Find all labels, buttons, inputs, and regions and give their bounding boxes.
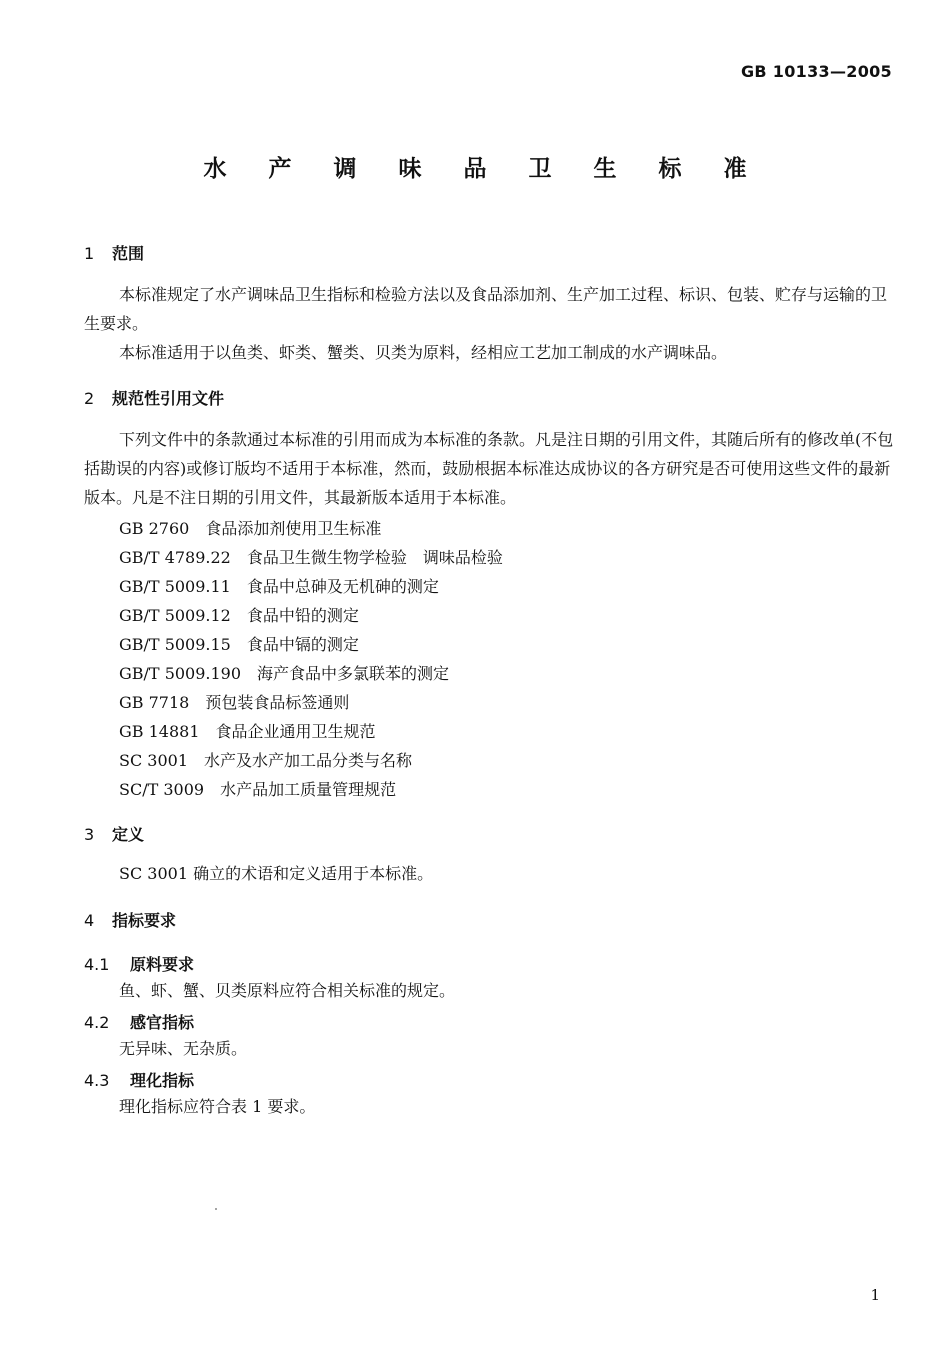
reference-title: 水产及水产加工品分类与名称 bbox=[204, 751, 413, 770]
reference-code: GB 7718 bbox=[119, 693, 190, 712]
subsection-4-3-text: 理化指标应符合表 1 要求。 bbox=[119, 1097, 316, 1116]
section-3-heading bbox=[84, 822, 144, 845]
section-1-paragraph-1: 本标准规定了水产调味品卫生指标和检验方法以及食品添加剂、生产加工过程、标识、包装、贮存与运输的卫生要求。 bbox=[84, 285, 888, 333]
subsection-number: 4.1 bbox=[84, 955, 110, 974]
section-title: 指标要求 bbox=[112, 911, 177, 930]
reference-code: SC/T 3009 bbox=[119, 780, 205, 799]
subsection-4-3-heading bbox=[84, 1068, 194, 1091]
document-title: 水 产 调 味 品 卫 生 标 准 bbox=[203, 156, 764, 182]
scan-speck bbox=[215, 1208, 217, 1210]
reference-code: GB 2760 bbox=[119, 519, 190, 538]
reference-title: 海产食品中多氯联苯的测定 bbox=[257, 664, 450, 683]
reference-item bbox=[119, 545, 503, 568]
reference-title: 预包装食品标签通则 bbox=[205, 693, 350, 712]
reference-item bbox=[119, 516, 381, 539]
subsection-title: 原料要求 bbox=[130, 955, 195, 974]
section-4-heading bbox=[84, 908, 176, 931]
reference-code: GB/T 5009.15 bbox=[119, 635, 231, 654]
section-title: 定义 bbox=[112, 825, 145, 844]
section-title: 范围 bbox=[112, 244, 145, 263]
section-title: 规范性引用文件 bbox=[112, 389, 225, 408]
reference-code: SC 3001 bbox=[119, 751, 189, 770]
section-number: 3 bbox=[84, 825, 95, 844]
section-number: 2 bbox=[84, 389, 95, 408]
section-number: 4 bbox=[84, 911, 95, 930]
reference-code: GB/T 5009.11 bbox=[119, 577, 231, 596]
section-2-intro: 下列文件中的条款通过本标准的引用而成为本标准的条款。凡是注日期的引用文件，其随后所有的修改单(不包括勘误的内容)或修订版均不适用于本标准，然而，鼓励根据本标准达成协议的各方研究是否可使用这些文件的最新版本。凡是不注日期的引用文件，其最新版本适用于本标准。 bbox=[84, 430, 894, 507]
reference-item bbox=[119, 690, 349, 713]
subsection-4-2-text: 无异味、无杂质。 bbox=[119, 1039, 248, 1058]
reference-item bbox=[119, 719, 376, 742]
reference-code: GB/T 5009.12 bbox=[119, 606, 231, 625]
subsection-number: 4.2 bbox=[84, 1013, 110, 1032]
section-3-paragraph: SC 3001 确立的术语和定义适用于本标准。 bbox=[119, 864, 434, 883]
reference-item bbox=[119, 748, 412, 771]
reference-title: 食品企业通用卫生规范 bbox=[215, 722, 376, 741]
reference-code: GB/T 4789.22 bbox=[119, 548, 231, 567]
section-1-paragraph-2: 本标准适用于以鱼类、虾类、蟹类、贝类为原料，经相应工艺加工制成的水产调味品。 bbox=[119, 343, 728, 362]
subsection-4-1-heading bbox=[84, 952, 194, 975]
reference-code: GB 14881 bbox=[119, 722, 200, 741]
subsection-4-1-text: 鱼、虾、蟹、贝类原料应符合相关标准的规定。 bbox=[119, 981, 456, 1000]
reference-title: 食品中总砷及无机砷的测定 bbox=[246, 577, 439, 596]
subsection-title: 理化指标 bbox=[130, 1071, 195, 1090]
reference-title: 食品添加剂使用卫生标准 bbox=[205, 519, 382, 538]
standard-code: GB 10133—2005 bbox=[741, 62, 892, 81]
reference-item bbox=[119, 632, 359, 655]
reference-title: 食品中镉的测定 bbox=[246, 635, 359, 654]
reference-item bbox=[119, 603, 359, 626]
reference-title: 水产品加工质量管理规范 bbox=[220, 780, 397, 799]
reference-title: 食品中铅的测定 bbox=[246, 606, 359, 625]
subsection-4-2-heading bbox=[84, 1010, 194, 1033]
section-2-heading bbox=[84, 386, 224, 409]
reference-code: GB/T 5009.190 bbox=[119, 664, 242, 683]
reference-item bbox=[119, 661, 449, 684]
reference-item bbox=[119, 777, 396, 800]
subsection-number: 4.3 bbox=[84, 1071, 110, 1090]
section-number: 1 bbox=[84, 244, 95, 263]
page-number: 1 bbox=[870, 1286, 880, 1304]
reference-title: 食品卫生微生物学检验 调味品检验 bbox=[246, 548, 503, 567]
reference-item bbox=[119, 574, 439, 597]
section-1-heading bbox=[84, 241, 144, 264]
subsection-title: 感官指标 bbox=[130, 1013, 195, 1032]
